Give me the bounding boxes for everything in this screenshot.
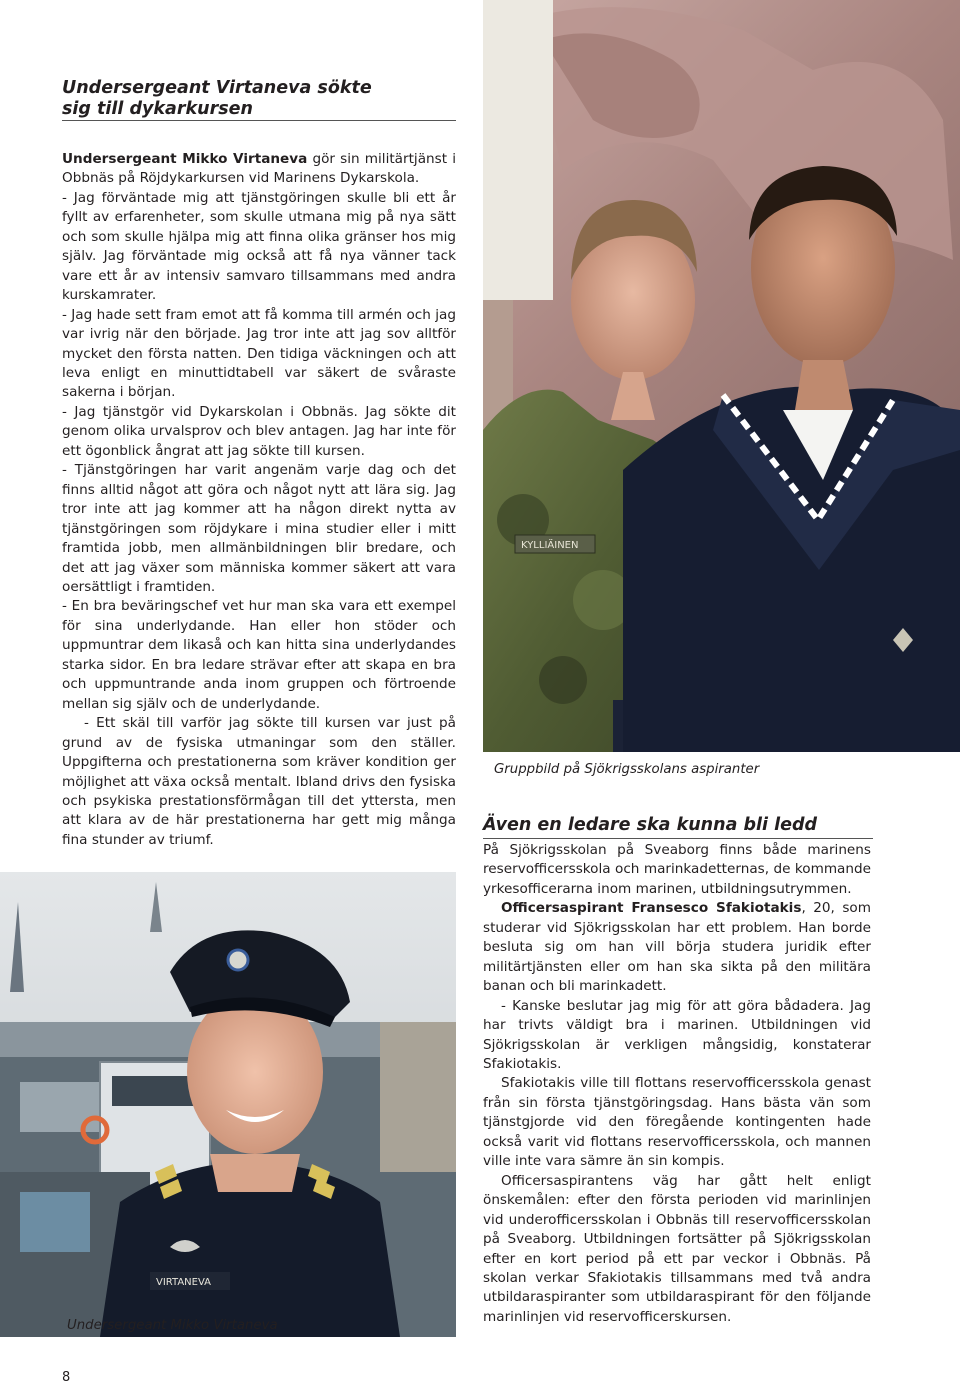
group-nametag: KYLLIÄINEN — [521, 540, 579, 551]
paragraph: - Jag tjänstgör vid Dykarskolan i Obbnäs. Jag sökte dit genom olika urvalsprov och blev antagen. Jag har inte för ett ögonblick ångrat att jag sökte till kursen. — [62, 403, 456, 459]
portrait-nametag: VIRTANEVA — [156, 1277, 212, 1288]
article2-body-column — [483, 841, 871, 1327]
paragraph: - Jag förväntade mig att tjänstgöringen skulle bli ett år fyllt av erfarenheter, som skulle utmana mig på nya sätt och som skulle hjälpa mig att finna olika gränser hos mig själv. Jag förväntade mig också att få nya vänner tack vare ett år av intensiv samvaro tillsammans med andra kurskamrater. — [62, 189, 456, 304]
paragraph: Sfakiotakis ville till flottans reservofficersskola genast från sin första tjänstgöringsdag. Hans bästa vän som tjänstgjorde vid den föregående kontingenten hade också varit vid flottans reservofficersskola, och mannen ville inte vara sämre än sin kompis. — [483, 1075, 871, 1170]
page-number: 8 — [62, 1370, 71, 1385]
paragraph: Officersaspirant Fransesco Sfakiotakis, 20, som studerar vid Sjökrigsskolan har ett problem. Han borde besluta sig om han vill börja studera juridik efter militärtjänsten eller om han ska sikta på den militära banan och bli marinkadett. — [483, 900, 871, 995]
paragraph: Officersaspirantens väg har gått helt enligt önskemålen: efter den första perioden vid marinlinjen vid underofficersskolan i Obbnäs till reservofficersskolan på Sveaborg. Utbildningen fortsätter på Sjökrigsskolan efter en kort period på ett par veckor i Obbnäs. På skolan verkar Sfakiotakis tillsammans med två andra utbildaraspiranter som utbildaraspirant för den följande marinlinjen vid reservofficerskursen. — [483, 1172, 871, 1325]
group-photo-caption: Gruppbild på Sjökrigsskolans aspiranter — [494, 762, 760, 777]
heading-rule — [62, 120, 456, 121]
paragraph: - Tjänstgöringen har varit angenäm varje dag och det finns alltid något att göra och något nytt att lära sig. Jag tror inte att jag kommer att ha någon direkt nytta av tjänstgöringen som röjdykare i mina studier eller i mitt framtida jobb, men allmänbildningen blir bredare, och det att jag växer som människa kommer säkert att vara oersättligt i framtiden. — [62, 462, 456, 595]
article-heading-line2: sig till dykarkursen — [62, 99, 253, 119]
paragraph: På Sjökrigsskolan på Sveaborg finns både marinens reservofficersskola och marinkadetternas, de kommande yrkesofficerarna inom marinen, utbildningsutrymmen. — [483, 842, 871, 897]
portrait-photo-illustration — [0, 872, 456, 1337]
article-heading-line1: Undersergeant Virtaneva sökte — [62, 78, 372, 98]
group-photo — [483, 0, 960, 752]
paragraph: - Kanske beslutar jag mig för att göra bådadera. Jag har trivts väldigt bra i marinen. Utbildningen vid Sjökrigsskolan är verkligen mångsidig, konstaterar Sfakiotakis. — [483, 997, 871, 1072]
portrait-photo-caption: Undersergeant Mikko Virtaneva — [67, 1318, 278, 1333]
article2-heading: Även en ledare ska kunna bli ledd — [483, 815, 818, 835]
group-photo-illustration — [483, 0, 960, 752]
lead-text: gör sin militärtjänst i Obbnäs på Röjdykarkursen vid Marinens Dykarskola. — [62, 151, 457, 187]
lead-name: Undersergeant Mikko Virtaneva — [62, 151, 308, 167]
paragraph: - Ett skäl till varför jag sökte till kursen var just på grund av de fysiska utmaningar som den ställer. Uppgifterna och prestationerna som kräver kondition ger möjlighet att växa också mentalt. Ibland drivs den fysiska och psykiska prestationsförmågan till det yttersta, men att klara av de här prestationerna har gett mig många fina stunder av triumf. — [62, 715, 456, 848]
paragraph: - Jag hade sett fram emot att få komma till armén och jag var ivrig när den började. Jag tror inte att jag sov alltför mycket den första natten. Den tidiga väckningen och att leva enligt en minuttidtabell var säkert de svåraste sakerna i början. — [62, 306, 456, 401]
article2-heading-rule — [483, 838, 873, 839]
aspirant-name: Officersaspirant Fransesco Sfakiotakis — [501, 900, 802, 917]
article-body-column — [62, 150, 456, 850]
lead-paragraph — [62, 150, 456, 189]
paragraph: - En bra beväringschef vet hur man ska vara ett exempel för sina underlydande. Han eller hon stöder och uppmuntrar dem likaså och kan hitta sina underlydandes starka sidor. En bra ledare strävar efter att skapa en bra och uppmuntrande anda inom gruppen och förtroende mellan sig själv och de underlydande. — [62, 598, 456, 712]
portrait-photo — [0, 872, 456, 1337]
article-heading — [62, 78, 462, 120]
